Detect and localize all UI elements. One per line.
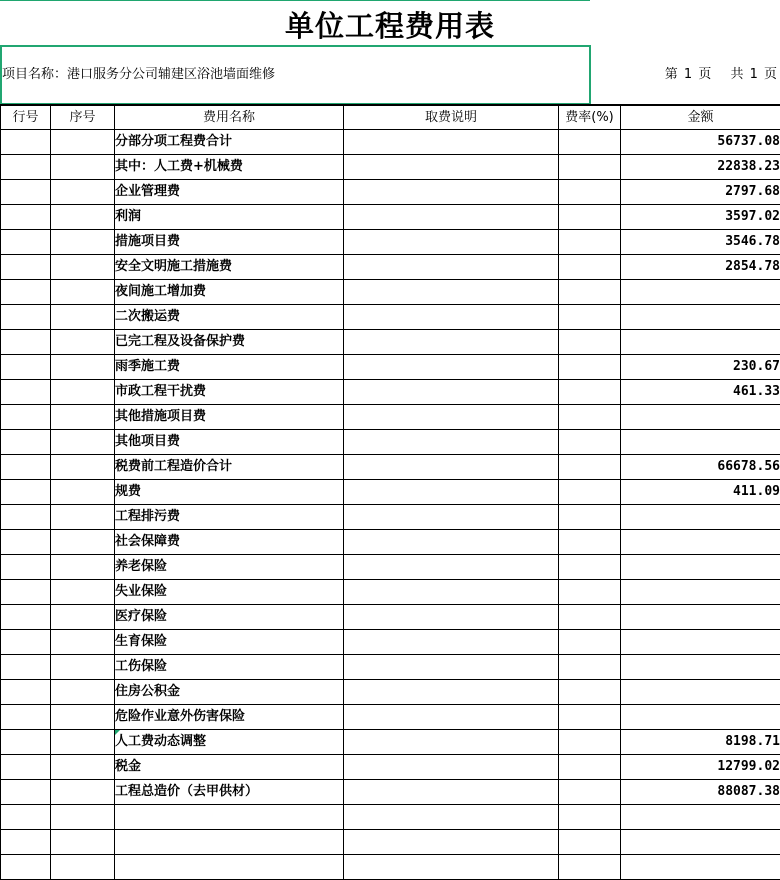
amount-cell[interactable]	[621, 305, 780, 330]
table-row	[1, 455, 780, 480]
cost-name-text: 人工费动态调整	[115, 734, 206, 749]
col-header-row-no[interactable]: 行号	[1, 105, 51, 130]
fee-note-cell[interactable]	[344, 480, 559, 505]
seq-no-cell[interactable]	[51, 480, 115, 505]
rate-cell[interactable]	[559, 205, 621, 230]
cost-name-cell[interactable]: 生育保险	[115, 630, 344, 655]
row-no-cell[interactable]	[1, 380, 51, 405]
row-no-cell[interactable]	[1, 555, 51, 580]
amount-cell[interactable]: 2854.78	[621, 255, 780, 280]
seq-no-cell[interactable]	[51, 680, 115, 705]
fee-note-cell[interactable]	[344, 205, 559, 230]
amount-cell[interactable]: 461.33	[621, 380, 780, 405]
rate-cell[interactable]	[559, 330, 621, 355]
blank-table-row	[1, 830, 780, 855]
seq-no-cell[interactable]	[51, 230, 115, 255]
seq-no-cell[interactable]	[51, 605, 115, 630]
fee-note-cell[interactable]	[344, 330, 559, 355]
seq-no-cell[interactable]	[51, 355, 115, 380]
fee-note-cell[interactable]	[344, 780, 559, 805]
cost-name-cell[interactable]	[115, 730, 344, 755]
row-no-cell[interactable]	[1, 430, 51, 455]
cost-name-cell[interactable]: 工伤保险	[115, 655, 344, 680]
row-no-cell[interactable]	[1, 705, 51, 730]
table-row	[1, 705, 780, 730]
seq-no-cell[interactable]	[51, 780, 115, 805]
table-row	[1, 480, 780, 505]
project-name-label: 项目名称：港口服务分公司辅建区浴池墙面维修	[2, 66, 275, 84]
rate-cell[interactable]	[559, 430, 621, 455]
cost-name-cell[interactable]: 措施项目费	[115, 230, 344, 255]
rate-cell[interactable]	[559, 355, 621, 380]
empty-cell[interactable]	[559, 830, 621, 855]
amount-cell[interactable]: 3597.02	[621, 205, 780, 230]
table-row	[1, 505, 780, 530]
amount-cell[interactable]	[621, 530, 780, 555]
fee-note-cell[interactable]	[344, 380, 559, 405]
amount-cell[interactable]	[621, 655, 780, 680]
row-no-cell[interactable]	[1, 180, 51, 205]
cost-name-cell[interactable]: 分部分项工程费合计	[115, 130, 344, 155]
empty-cell[interactable]	[115, 805, 344, 830]
fee-note-cell[interactable]	[344, 230, 559, 255]
row-no-cell[interactable]	[1, 155, 51, 180]
cost-name-cell[interactable]: 安全文明施工措施费	[115, 255, 344, 280]
row-no-cell[interactable]	[1, 630, 51, 655]
col-header-amount[interactable]: 金额	[621, 105, 780, 130]
table-row	[1, 730, 780, 755]
fee-note-cell[interactable]	[344, 430, 559, 455]
table-row	[1, 255, 780, 280]
rate-cell[interactable]	[559, 630, 621, 655]
fee-note-cell[interactable]	[344, 355, 559, 380]
amount-cell[interactable]	[621, 630, 780, 655]
cost-name-cell[interactable]: 夜间施工增加费	[115, 280, 344, 305]
empty-cell[interactable]	[621, 805, 780, 830]
rate-cell[interactable]	[559, 155, 621, 180]
rate-cell[interactable]	[559, 780, 621, 805]
amount-cell[interactable]: 411.09	[621, 480, 780, 505]
table-row	[1, 330, 780, 355]
amount-cell[interactable]: 88087.38	[621, 780, 780, 805]
seq-no-cell[interactable]	[51, 430, 115, 455]
table-row	[1, 680, 780, 705]
rate-cell[interactable]	[559, 180, 621, 205]
seq-no-cell[interactable]	[51, 455, 115, 480]
amount-cell[interactable]	[621, 605, 780, 630]
empty-cell[interactable]	[621, 855, 780, 880]
amount-cell[interactable]	[621, 555, 780, 580]
empty-cell[interactable]	[51, 855, 115, 880]
fee-note-cell[interactable]	[344, 155, 559, 180]
table-row	[1, 380, 780, 405]
cost-name-cell[interactable]: 失业保险	[115, 580, 344, 605]
table-row	[1, 430, 780, 455]
empty-cell[interactable]	[344, 830, 559, 855]
cost-name-cell[interactable]: 其他措施项目费	[115, 405, 344, 430]
empty-cell[interactable]	[1, 830, 51, 855]
amount-cell[interactable]: 8198.71	[621, 730, 780, 755]
cost-name-cell[interactable]: 市政工程干扰费	[115, 380, 344, 405]
table-row	[1, 780, 780, 805]
table-row	[1, 180, 780, 205]
row-no-cell[interactable]	[1, 530, 51, 555]
empty-cell[interactable]	[1, 855, 51, 880]
seq-no-cell[interactable]	[51, 655, 115, 680]
table-header-row	[1, 105, 780, 130]
empty-cell[interactable]	[559, 805, 621, 830]
cost-name-cell[interactable]: 其中：人工费+机械费	[115, 155, 344, 180]
amount-cell[interactable]: 66678.56	[621, 455, 780, 480]
rate-cell[interactable]	[559, 680, 621, 705]
seq-no-cell[interactable]	[51, 330, 115, 355]
top-accent-line	[0, 0, 590, 1]
cost-name-cell[interactable]: 税费前工程造价合计	[115, 455, 344, 480]
row-no-cell[interactable]	[1, 480, 51, 505]
amount-cell[interactable]	[621, 330, 780, 355]
rate-cell[interactable]	[559, 455, 621, 480]
fee-note-cell[interactable]	[344, 705, 559, 730]
rate-cell[interactable]	[559, 280, 621, 305]
empty-cell[interactable]	[621, 830, 780, 855]
amount-cell[interactable]: 12799.02	[621, 755, 780, 780]
cost-table	[0, 104, 780, 880]
amount-cell[interactable]	[621, 680, 780, 705]
empty-cell[interactable]	[115, 855, 344, 880]
row-no-cell[interactable]	[1, 230, 51, 255]
row-no-cell[interactable]	[1, 730, 51, 755]
seq-no-cell[interactable]	[51, 580, 115, 605]
empty-cell[interactable]	[51, 830, 115, 855]
page-title: 单位工程费用表	[0, 6, 780, 46]
rate-cell[interactable]	[559, 405, 621, 430]
cost-name-cell[interactable]: 养老保险	[115, 555, 344, 580]
seq-no-cell[interactable]	[51, 255, 115, 280]
seq-no-cell[interactable]	[51, 155, 115, 180]
fee-note-cell[interactable]	[344, 655, 559, 680]
blank-table-row	[1, 855, 780, 880]
table-row	[1, 755, 780, 780]
seq-no-cell[interactable]	[51, 305, 115, 330]
cost-name-cell[interactable]: 二次搬运费	[115, 305, 344, 330]
rate-cell[interactable]	[559, 230, 621, 255]
seq-no-cell[interactable]	[51, 530, 115, 555]
empty-cell[interactable]	[559, 855, 621, 880]
empty-cell[interactable]	[115, 830, 344, 855]
seq-no-cell[interactable]	[51, 555, 115, 580]
table-row	[1, 630, 780, 655]
seq-no-cell[interactable]	[51, 755, 115, 780]
table-row	[1, 305, 780, 330]
fee-note-cell[interactable]	[344, 405, 559, 430]
row-no-cell[interactable]	[1, 505, 51, 530]
col-header-rate[interactable]: 费率(%)	[559, 105, 621, 130]
blank-table-row	[1, 805, 780, 830]
empty-cell[interactable]	[344, 855, 559, 880]
fee-note-cell[interactable]	[344, 280, 559, 305]
fee-note-cell[interactable]	[344, 455, 559, 480]
row-no-cell[interactable]	[1, 405, 51, 430]
amount-cell[interactable]: 230.67	[621, 355, 780, 380]
page-info: 第 1 页 共 1 页	[665, 66, 777, 84]
amount-cell[interactable]: 3546.78	[621, 230, 780, 255]
fee-note-cell[interactable]	[344, 630, 559, 655]
fee-note-cell[interactable]	[344, 580, 559, 605]
cost-name-cell[interactable]: 企业管理费	[115, 180, 344, 205]
table-row	[1, 605, 780, 630]
row-no-cell[interactable]	[1, 755, 51, 780]
row-no-cell[interactable]	[1, 605, 51, 630]
fee-note-cell[interactable]	[344, 305, 559, 330]
table-row	[1, 155, 780, 180]
seq-no-cell[interactable]	[51, 705, 115, 730]
cost-name-cell[interactable]: 其他项目费	[115, 430, 344, 455]
seq-no-cell[interactable]	[51, 630, 115, 655]
row-no-cell[interactable]	[1, 130, 51, 155]
table-row	[1, 230, 780, 255]
rate-cell[interactable]	[559, 755, 621, 780]
rate-cell[interactable]	[559, 580, 621, 605]
fee-note-cell[interactable]	[344, 755, 559, 780]
row-no-cell[interactable]	[1, 205, 51, 230]
cell-error-indicator-icon	[115, 730, 120, 735]
amount-cell[interactable]: 22838.23	[621, 155, 780, 180]
rate-cell[interactable]	[559, 705, 621, 730]
rate-cell[interactable]	[559, 255, 621, 280]
cost-name-cell[interactable]: 税金	[115, 755, 344, 780]
row-no-cell[interactable]	[1, 305, 51, 330]
table-row	[1, 405, 780, 430]
rate-cell[interactable]	[559, 730, 621, 755]
amount-cell[interactable]	[621, 280, 780, 305]
rate-cell[interactable]	[559, 605, 621, 630]
table-row	[1, 280, 780, 305]
cost-name-cell[interactable]: 工程排污费	[115, 505, 344, 530]
fee-note-cell[interactable]	[344, 255, 559, 280]
amount-cell[interactable]	[621, 505, 780, 530]
fee-note-cell[interactable]	[344, 680, 559, 705]
row-no-cell[interactable]	[1, 330, 51, 355]
row-no-cell[interactable]	[1, 780, 51, 805]
table-row	[1, 530, 780, 555]
cost-name-cell[interactable]: 已完工程及设备保护费	[115, 330, 344, 355]
amount-cell[interactable]	[621, 405, 780, 430]
table-row	[1, 655, 780, 680]
amount-cell[interactable]: 56737.08	[621, 130, 780, 155]
seq-no-cell[interactable]	[51, 730, 115, 755]
fee-note-cell[interactable]	[344, 505, 559, 530]
seq-no-cell[interactable]	[51, 505, 115, 530]
empty-cell[interactable]	[51, 805, 115, 830]
cost-name-cell[interactable]: 危险作业意外伤害保险	[115, 705, 344, 730]
cost-name-cell[interactable]: 雨季施工费	[115, 355, 344, 380]
rate-cell[interactable]	[559, 505, 621, 530]
seq-no-cell[interactable]	[51, 380, 115, 405]
cost-name-cell[interactable]: 医疗保险	[115, 605, 344, 630]
col-header-fee-note[interactable]: 取费说明	[344, 105, 559, 130]
fee-note-cell[interactable]	[344, 130, 559, 155]
table-row	[1, 130, 780, 155]
row-no-cell[interactable]	[1, 580, 51, 605]
cost-name-cell[interactable]: 社会保障费	[115, 530, 344, 555]
amount-cell[interactable]: 2797.68	[621, 180, 780, 205]
amount-cell[interactable]	[621, 580, 780, 605]
table-row	[1, 555, 780, 580]
cost-name-cell[interactable]: 规费	[115, 480, 344, 505]
seq-no-cell[interactable]	[51, 180, 115, 205]
row-no-cell[interactable]	[1, 355, 51, 380]
rate-cell[interactable]	[559, 480, 621, 505]
cost-name-cell[interactable]: 工程总造价（去甲供材）	[115, 780, 344, 805]
seq-no-cell[interactable]	[51, 205, 115, 230]
cost-name-cell[interactable]: 住房公积金	[115, 680, 344, 705]
fee-note-cell[interactable]	[344, 555, 559, 580]
fee-note-cell[interactable]	[344, 530, 559, 555]
amount-cell[interactable]	[621, 705, 780, 730]
seq-no-cell[interactable]	[51, 130, 115, 155]
amount-cell[interactable]	[621, 430, 780, 455]
row-no-cell[interactable]	[1, 280, 51, 305]
rate-cell[interactable]	[559, 130, 621, 155]
fee-note-cell[interactable]	[344, 180, 559, 205]
cost-name-cell[interactable]: 利润	[115, 205, 344, 230]
table-row	[1, 580, 780, 605]
row-no-cell[interactable]	[1, 255, 51, 280]
fee-note-cell[interactable]	[344, 730, 559, 755]
table-row	[1, 355, 780, 380]
cost-table-body	[1, 130, 780, 880]
seq-no-cell[interactable]	[51, 405, 115, 430]
row-no-cell[interactable]	[1, 455, 51, 480]
seq-no-cell[interactable]	[51, 280, 115, 305]
row-no-cell[interactable]	[1, 655, 51, 680]
empty-cell[interactable]	[344, 805, 559, 830]
rate-cell[interactable]	[559, 655, 621, 680]
row-no-cell[interactable]	[1, 680, 51, 705]
empty-cell[interactable]	[1, 805, 51, 830]
rate-cell[interactable]	[559, 555, 621, 580]
rate-cell[interactable]	[559, 305, 621, 330]
fee-note-cell[interactable]	[344, 605, 559, 630]
col-header-cost-name[interactable]: 费用名称	[115, 105, 344, 130]
rate-cell[interactable]	[559, 530, 621, 555]
rate-cell[interactable]	[559, 380, 621, 405]
table-row	[1, 205, 780, 230]
col-header-seq-no[interactable]: 序号	[51, 105, 115, 130]
